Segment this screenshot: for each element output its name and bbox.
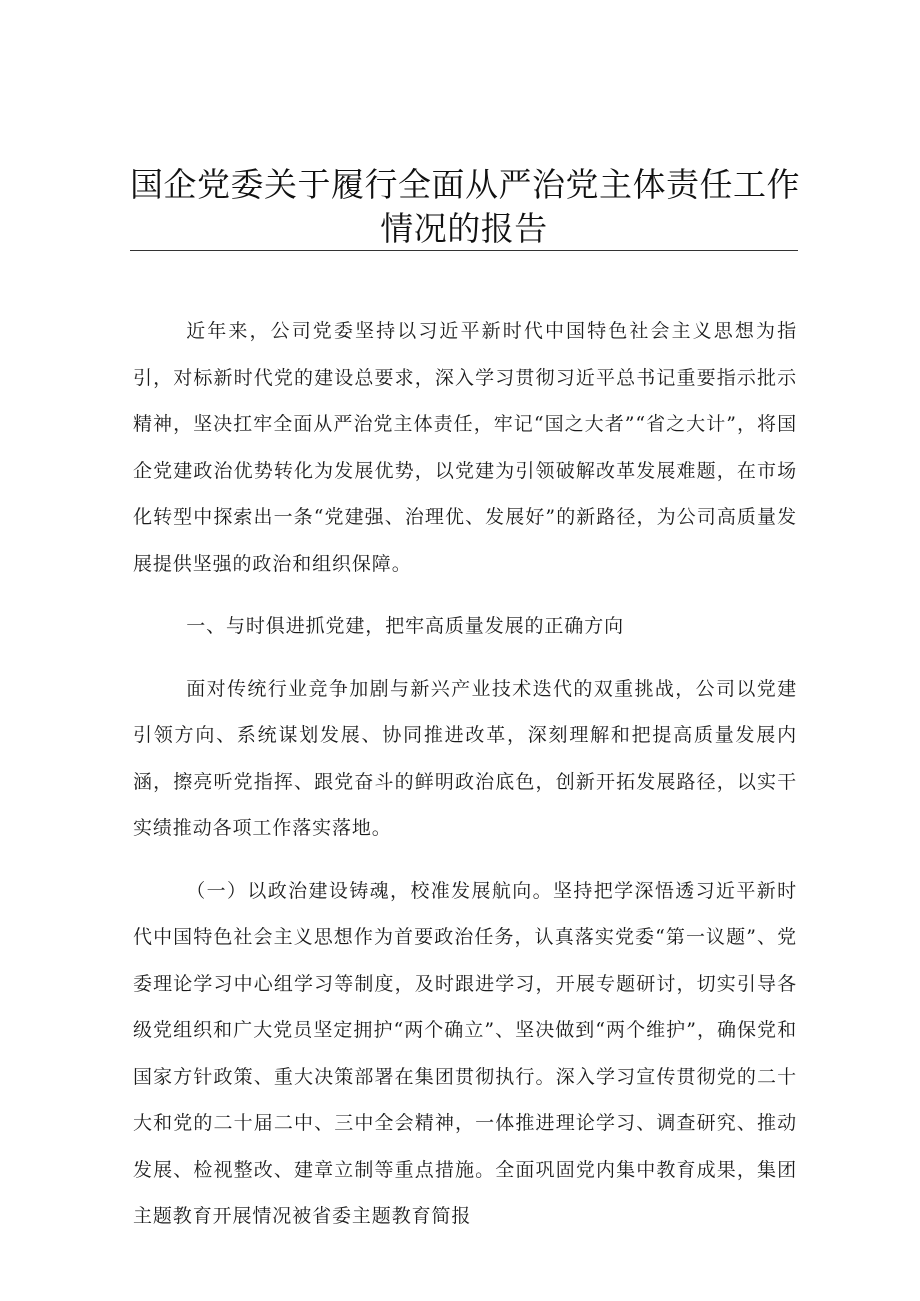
subsection-1-paragraph: （一）以政治建设铸魂，校准发展航向。坚持把学深悟透习近平新时代中国特色社会主义思想作为首要政治任务，认真落实党委“第一议题”、党委理论学习中心组学习等制度，及时跟进学习，开展专题研讨，切实引导各级党组织和广大党员坚定拥护“两个确立”、坚决做到“两个维护”，确保党和国家方针政策、重大决策部署在集团贯彻执行。深入学习宣传贯彻党的二十大和党的二十届二中、三中全会精神，一体推进理论学习、调查研究、推动发展、检视整改、建章立制等重点措施。全面巩固党内集中教育成果，集团主题教育开展情况被省委主题教育简报 bbox=[133, 879, 797, 1227]
paragraph-gap bbox=[133, 587, 797, 603]
paragraph-gap bbox=[133, 650, 797, 666]
document-body bbox=[133, 308, 797, 1240]
section-1-heading: 一、与时俱进抓党建，把牢高质量发展的正确方向 bbox=[186, 615, 624, 637]
section-1-paragraph: 面对传统行业竞争加剧与新兴产业技术迭代的双重挑战，公司以党建引领方向、系统谋划发展、协同推进改革，深刻理解和把提高质量发展内涵，擦亮听党指挥、跟党奋斗的鲜明政治底色，创新开拓发展路径，以实干实绩推动各项工作落实落地。 bbox=[133, 677, 797, 839]
document-title bbox=[130, 163, 798, 251]
title-line-2: 情况的报告 bbox=[380, 209, 548, 248]
title-line-1: 国企党委关于履行全面从严治党主体责任工作 bbox=[130, 165, 800, 204]
intro-paragraph: 近年来，公司党委坚持以习近平新时代中国特色社会主义思想为指引，对标新时代党的建设总要求，深入学习贯彻习近平总书记重要指示批示精神，坚决扛牢全面从严治党主体责任，牢记“国之大者”“省之大计”，将国企党建政治优势转化为发展优势，以党建为引领破解改革发展难题，在市场化转型中探索出一条“党建强、治理优、发展好”的新路径，为公司高质量发展提供坚强的政治和组织保障。 bbox=[133, 320, 797, 575]
paragraph-gap bbox=[133, 852, 797, 868]
title-underline bbox=[130, 250, 798, 251]
